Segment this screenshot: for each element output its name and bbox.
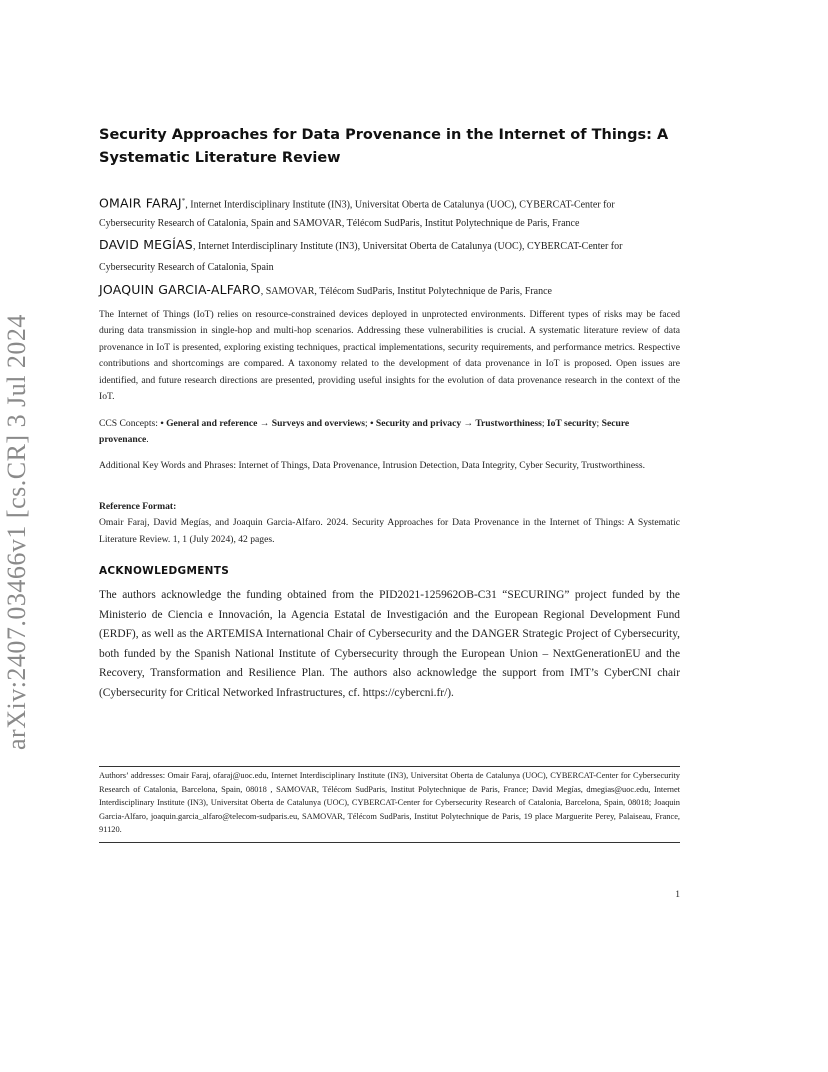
author-affiliation-cont: Cybersecurity Research of Catalonia, Spain and SAMOVAR, Télécom SudParis, Institut Polytechnique de Paris, France [99, 218, 580, 229]
footnote-rule-top [99, 766, 680, 767]
ccs-separator: ; [365, 418, 371, 429]
author-block-3: JOAQUIN GARCIA-ALFARO, SAMOVAR, Télécom SudParis, Institut Polytechnique de Paris, France [99, 282, 552, 297]
acknowledgments-heading: ACKNOWLEDGMENTS [99, 565, 230, 577]
reference-format-label: Reference Format: [99, 501, 177, 512]
abstract: The Internet of Things (IoT) relies on resource-constrained devices deployed in unprotected environments. Different types of risks may be faced during data transmission in single-hop and multi-hop scenarios. Addressing these vulnerabilities is crucial. A systematic literature review of data provenance in IoT is presented, exploring existing techniques, practical implementations, security requirements, and performance metrics. Respective contributions and shortcomings are compared. A taxonomy related to the development of data provenance in IoT is proposed. Open issues are identified, and future research directions are presented, providing useful insights for the evolution of data provenance research in the context of the IoT. [99, 309, 680, 403]
author-block-1: OMAIR FARAJ*, Internet Interdisciplinary Institute (IN3), Universitat Oberta de Catalunya (UOC), CYBERCAT-Center for [99, 195, 615, 211]
authors-addresses-footnote: Authors’ addresses: Omair Faraj, ofaraj@uoc.edu, Internet Interdisciplinary Institute (IN3), Universitat Oberta de Catalunya (UOC), CYBERCAT-Center for Cybersecurity Research of Catalonia, Barcelona, Spain, 08018 , SAMOVAR, Télécom SudParis, Institut Polytechnique de Paris, France; David Megías, dmegias@uoc.edu, Internet Interdisciplinary Institute (IN3), Universitat Oberta de Catalunya (UOC), CYBERCAT-Center for Cybersecurity Research of Catalonia, Barcelona, Spain, 08018; Joaquin Garcia-Alfaro, joaquin.garcia_alfaro@telecom-sudparis.eu, SAMOVAR, Télécom SudParis, Institut Polytechnique de Paris, 19 place Marguerite Perey, Palaiseau, France, 91120. [99, 771, 680, 835]
author-affiliation: SAMOVAR, Télécom SudParis, Institut Polytechnique de Paris, France [265, 286, 552, 297]
paper-title: Security Approaches for Data Provenance in the Internet of Things: A Systematic Literature Review [99, 127, 669, 166]
author-name: OMAIR FARAJ [99, 195, 182, 211]
ccs-item: • Security and privacy → Trustworthiness [370, 418, 542, 429]
ccs-item: Secure provenance [99, 418, 630, 446]
author-name: DAVID MEGÍAS [99, 237, 193, 252]
footnote-rule-bottom [99, 842, 680, 843]
author-block-2: DAVID MEGÍAS, Internet Interdisciplinary Institute (IN3), Universitat Oberta de Catalunya (UOC), CYBERCAT-Center for [99, 237, 623, 252]
ccs-item: • General and reference → Surveys and overviews [160, 418, 366, 429]
page-number: 1 [675, 890, 680, 900]
author-affiliation-cont: Cybersecurity Research of Catalonia, Spain [99, 262, 274, 273]
acknowledgments-text: The authors acknowledge the funding obtained from the PID2021-125962OB-C31 “SECURING” project funded by the Ministerio de Ciencia e Innovación, la Agencia Estatal de Investigación and the European Regional Development Fund (ERDF), as well as the ARTEMISA International Chair of Cybersecurity and the DANGER Strategic Project of Cybersecurity, both funded by the Spanish National Institute of Cybersecurity through the European Union – NextGenerationEU and the Recovery, Transformation and Resilience Plan. The authors also acknowledge the support from IMT’s CyberCNI chair (Cybersecurity for Critical Networked Infrastructures, cf. https://cybercni.fr/). [99, 589, 680, 699]
ccs-end: . [146, 434, 149, 446]
author-mark: * [181, 197, 186, 205]
author-name: JOAQUIN GARCIA-ALFARO [99, 282, 261, 297]
ccs-separator: ; [541, 418, 547, 429]
ccs-label: CCS Concepts: [99, 418, 161, 429]
ccs-separator: ; [596, 418, 602, 429]
reference-format [99, 499, 680, 548]
author-affiliation: Internet Interdisciplinary Institute (IN3), Universitat Oberta de Catalunya (UOC), CYBERCAT-Center for [197, 241, 623, 252]
reference-format-text: Omair Faraj, David Megías, and Joaquin Garcia-Alfaro. 2024. Security Approaches for Data Provenance in the Internet of Things: A Systematic Literature Review. 1, 1 (July 2024), 42 pages. [99, 517, 680, 545]
ccs-concepts [99, 416, 680, 449]
keywords: Additional Key Words and Phrases: Internet of Things, Data Provenance, Intrusion Detection, Data Integrity, Cyber Security, Trustworthiness. [99, 460, 645, 471]
arxiv-identifier: arXiv:2407.03466v1 [cs.CR] 3 Jul 2024 [2, 314, 31, 750]
ccs-item: IoT security [546, 418, 597, 429]
author-affiliation: Internet Interdisciplinary Institute (IN3), Universitat Oberta de Catalunya (UOC), CYBERCAT-Center for [190, 199, 615, 211]
